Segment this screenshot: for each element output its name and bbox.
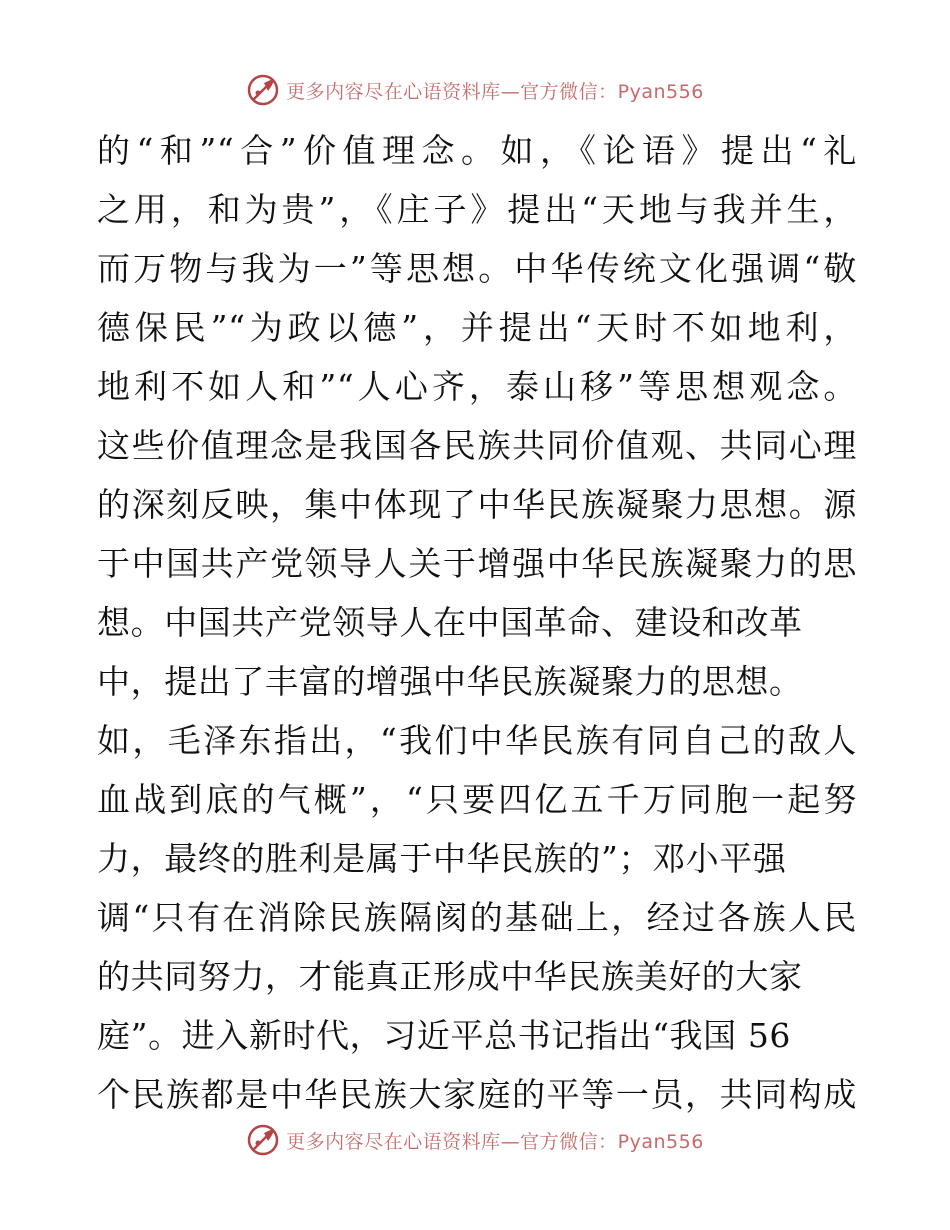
text-line: 力，最终的胜利是属于中华民族的”；邓小平强 bbox=[97, 839, 787, 878]
text-line: 而万物与我为一”等思想。中华传统文化强调“敬 bbox=[97, 249, 857, 288]
text-line: 的深刻反映，集中体现了中华民族凝聚力思想。源 bbox=[97, 485, 857, 524]
footer-watermark bbox=[0, 1118, 950, 1162]
text-line: 的“和”“合”价值理念。如，《论语》提出“礼 bbox=[97, 131, 857, 170]
text-line: 想。中国共产党领导人在中国革命、建设和改革 bbox=[97, 603, 803, 642]
text-line: 德保民”“为政以德”，并提出“天时不如地利， bbox=[97, 308, 857, 347]
text-line: 调“只有在消除民族隔阂的基础上，经过各族人民 bbox=[97, 898, 857, 937]
document-body bbox=[97, 121, 857, 1124]
text-line: 个民族都是中华民族大家庭的平等一员，共同构成 bbox=[97, 1075, 857, 1114]
text-line: 这些价值理念是我国各民族共同价值观、共同心理 bbox=[97, 426, 857, 465]
text-line: 之用，和为贵”，《庄子》提出“天地与我并生， bbox=[97, 190, 857, 229]
quill-seal-icon bbox=[246, 1123, 280, 1157]
text-line: 于中国共产党领导人关于增强中华民族凝聚力的思 bbox=[97, 544, 857, 583]
quill-seal-icon bbox=[246, 73, 280, 107]
watermark-text: 更多内容尽在心语资料库—官方微信：Pyan556 bbox=[286, 1130, 704, 1153]
header-watermark bbox=[0, 68, 950, 112]
text-line: 地利不如人和”“人心齐，泰山移”等思想观念。 bbox=[97, 367, 857, 406]
text-line: 的共同努力，才能真正形成中华民族美好的大家 bbox=[97, 957, 803, 996]
text-line: 庭”。进入新时代，习近平总书记指出“我国 56 bbox=[97, 1016, 792, 1055]
watermark-text: 更多内容尽在心语资料库—官方微信：Pyan556 bbox=[286, 80, 704, 103]
text-line: 血战到底的气概”，“只要四亿五千万同胞一起努 bbox=[97, 780, 857, 819]
text-line: 中，提出了丰富的增强中华民族凝聚力的思想。 bbox=[97, 662, 803, 701]
text-line: 如，毛泽东指出，“我们中华民族有同自己的敌人 bbox=[97, 721, 857, 760]
